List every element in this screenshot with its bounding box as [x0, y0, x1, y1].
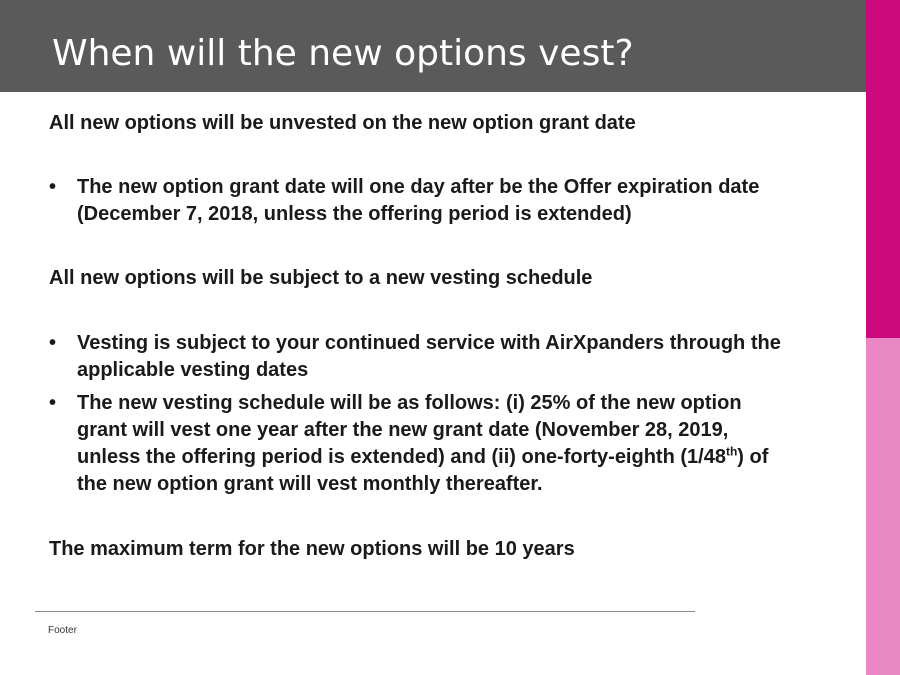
bullet-text-line: applicable vesting dates [77, 359, 309, 381]
superscript-th: th [725, 444, 738, 459]
title-band [0, 0, 866, 92]
footer-label: Footer [48, 625, 77, 636]
bullet-vesting-terms [49, 390, 769, 498]
bullet-text-line: The new option grant date will one day after be the Offer expiration date [77, 176, 760, 198]
slide-title: When will the new options vest? [52, 33, 634, 74]
bullet-text-line: (December 7, 2018, unless the offering period is extended) [77, 203, 632, 225]
accent-bar-magenta [866, 0, 900, 338]
section-heading-maximum-term: The maximum term for the new options will be 10 years [49, 538, 575, 560]
bullet-text-line: grant will vest one year after the new grant date (November 28, 2019, [77, 419, 729, 441]
bullet-text-line: Vesting is subject to your continued service with AirXpanders through the [77, 332, 781, 354]
bullet-dot: • [49, 392, 57, 414]
bullet-dot: • [49, 176, 57, 198]
bullet-text-line: the new option grant will vest monthly thereafter. [77, 473, 543, 495]
footer-divider [35, 611, 695, 612]
bullet-dot: • [49, 332, 57, 354]
bullet-grant-date [49, 174, 760, 228]
bullet-text-line: unless the offering period is extended) and (ii) one-forty-eighth (1/48 [77, 446, 726, 468]
bullet-text-line: The new vesting schedule will be as follows: (i) 25% of the new option [77, 392, 742, 414]
section-heading-unvested: All new options will be unvested on the new option grant date [49, 112, 636, 134]
accent-bar-pink [866, 338, 900, 675]
bullet-text-line: ) of [737, 446, 769, 468]
section-heading-vesting-schedule: All new options will be subject to a new vesting schedule [49, 267, 593, 289]
bullet-continued-service [49, 330, 781, 384]
